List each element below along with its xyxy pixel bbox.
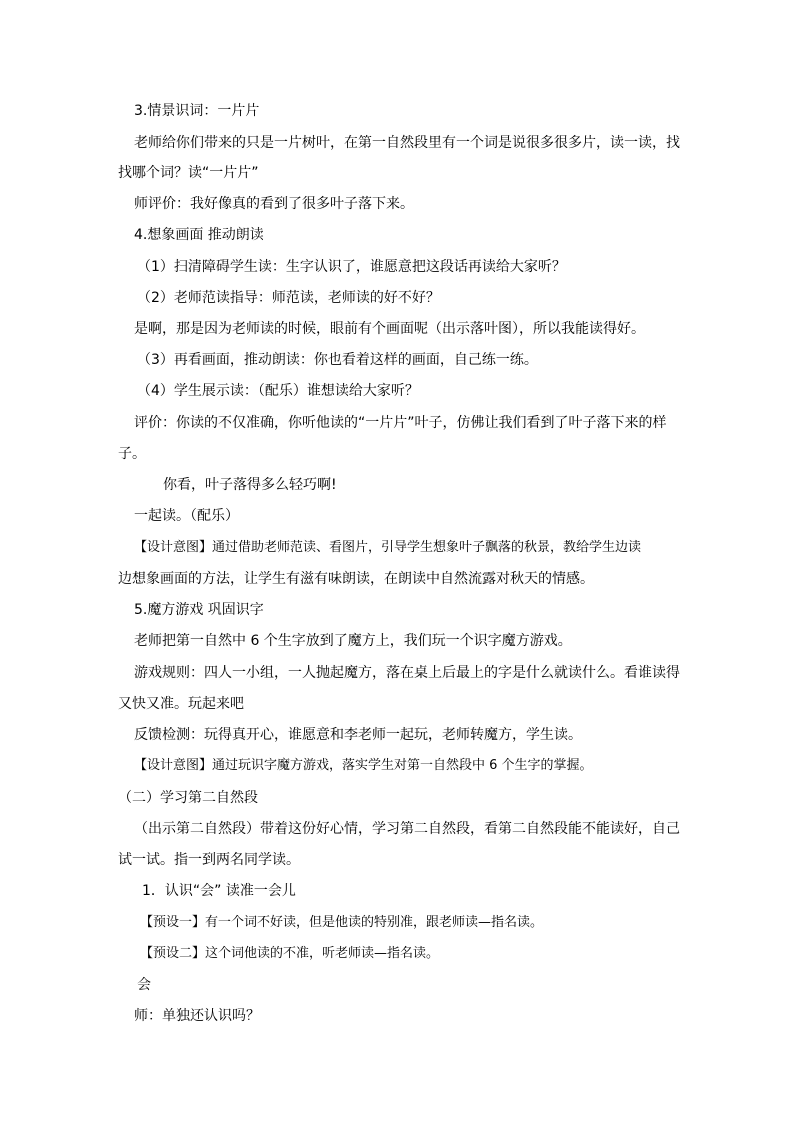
paragraph-line: 又快又准。玩起来吧: [118, 696, 244, 712]
paragraph-line: （3）再看画面，推动朗读：你也看着这样的画面，自己练一练。: [137, 352, 538, 368]
paragraph-line: 反馈检测：玩得真开心，谁愿意和李老师一起玩，老师转魔方，学生读。: [134, 727, 582, 743]
paragraph-line: （2）老师范读指导：师范读，老师读的好不好？: [137, 290, 440, 306]
paragraph-line: （出示第二自然段）带着这份好心情，学习第二自然段，看第二自然段能不能读好，自己: [134, 821, 680, 837]
paragraph-line: 师评价：我好像真的看到了很多叶子落下来。: [134, 196, 414, 212]
heading-5: 5.魔方游戏 巩固识字: [134, 602, 264, 618]
paragraph-line: 一起读。（配乐）: [134, 508, 239, 524]
design-intent-line: 【设计意图】通过借助老师范读、看图片，引导学生想象叶子飘落的秋景，教给学生边读: [134, 540, 642, 555]
heading-4: 4.想象画面 推动朗读: [134, 227, 264, 243]
paragraph-line: 师：单独还认识吗？: [134, 1008, 260, 1024]
preset-line: 【预设一】有一个词不好读，但是他读的特别准，跟老师读—指名读。: [140, 915, 544, 930]
character-line: 会: [137, 977, 151, 993]
paragraph-line: （1）扫清障碍学生读：生字认识了，谁愿意把这段话再读给大家听？: [137, 259, 566, 275]
paragraph-line: 子。: [118, 446, 146, 462]
paragraph-line: 老师给你们带来的只是一片树叶，在第一自然段里有一个词是说很多很多片，读一读，找: [134, 135, 680, 151]
paragraph-line: 试一试。指一到两名同学读。: [118, 852, 300, 868]
paragraph-line: 边想象画面的方法，让学生有滋有味朗读，在朗读中自然流露对秋天的情感。: [118, 571, 594, 587]
preset-line: 【预设二】这个词他读的不准，听老师读—指名读。: [140, 946, 440, 961]
subheading-1: 1．认识“会” 读准一会儿: [142, 883, 296, 899]
paragraph-line: 是啊，那是因为老师读的时候，眼前有个画面呢（出示落叶图），所以我能读得好。: [134, 321, 645, 337]
paragraph-line: 老师把第一自然中 6 个生字放到了魔方上，我们玩一个识字魔方游戏。: [134, 633, 572, 649]
paragraph-line: （4）学生展示读：（配乐）谁想读给大家听？: [137, 383, 419, 399]
paragraph-line: 你看，叶子落得多么轻巧啊!: [163, 477, 337, 493]
design-intent-line: 【设计意图】通过玩识字魔方游戏，落实学生对第一自然段中 6 个生字的掌握。: [134, 758, 593, 773]
heading-3: 3.情景识词：一片片: [134, 103, 260, 119]
section-heading: （二）学习第二自然段: [118, 790, 258, 806]
paragraph-line: 评价：你读的不仅准确，你听他读的“一片片”叶子，仿佛让我们看到了叶子落下来的样: [134, 415, 667, 431]
paragraph-line: 游戏规则：四人一小组，一人抛起魔方，落在桌上后最上的字是什么就读什么。看谁读得: [134, 665, 680, 681]
paragraph-line: 找哪个词？读“一片片”: [118, 165, 259, 181]
